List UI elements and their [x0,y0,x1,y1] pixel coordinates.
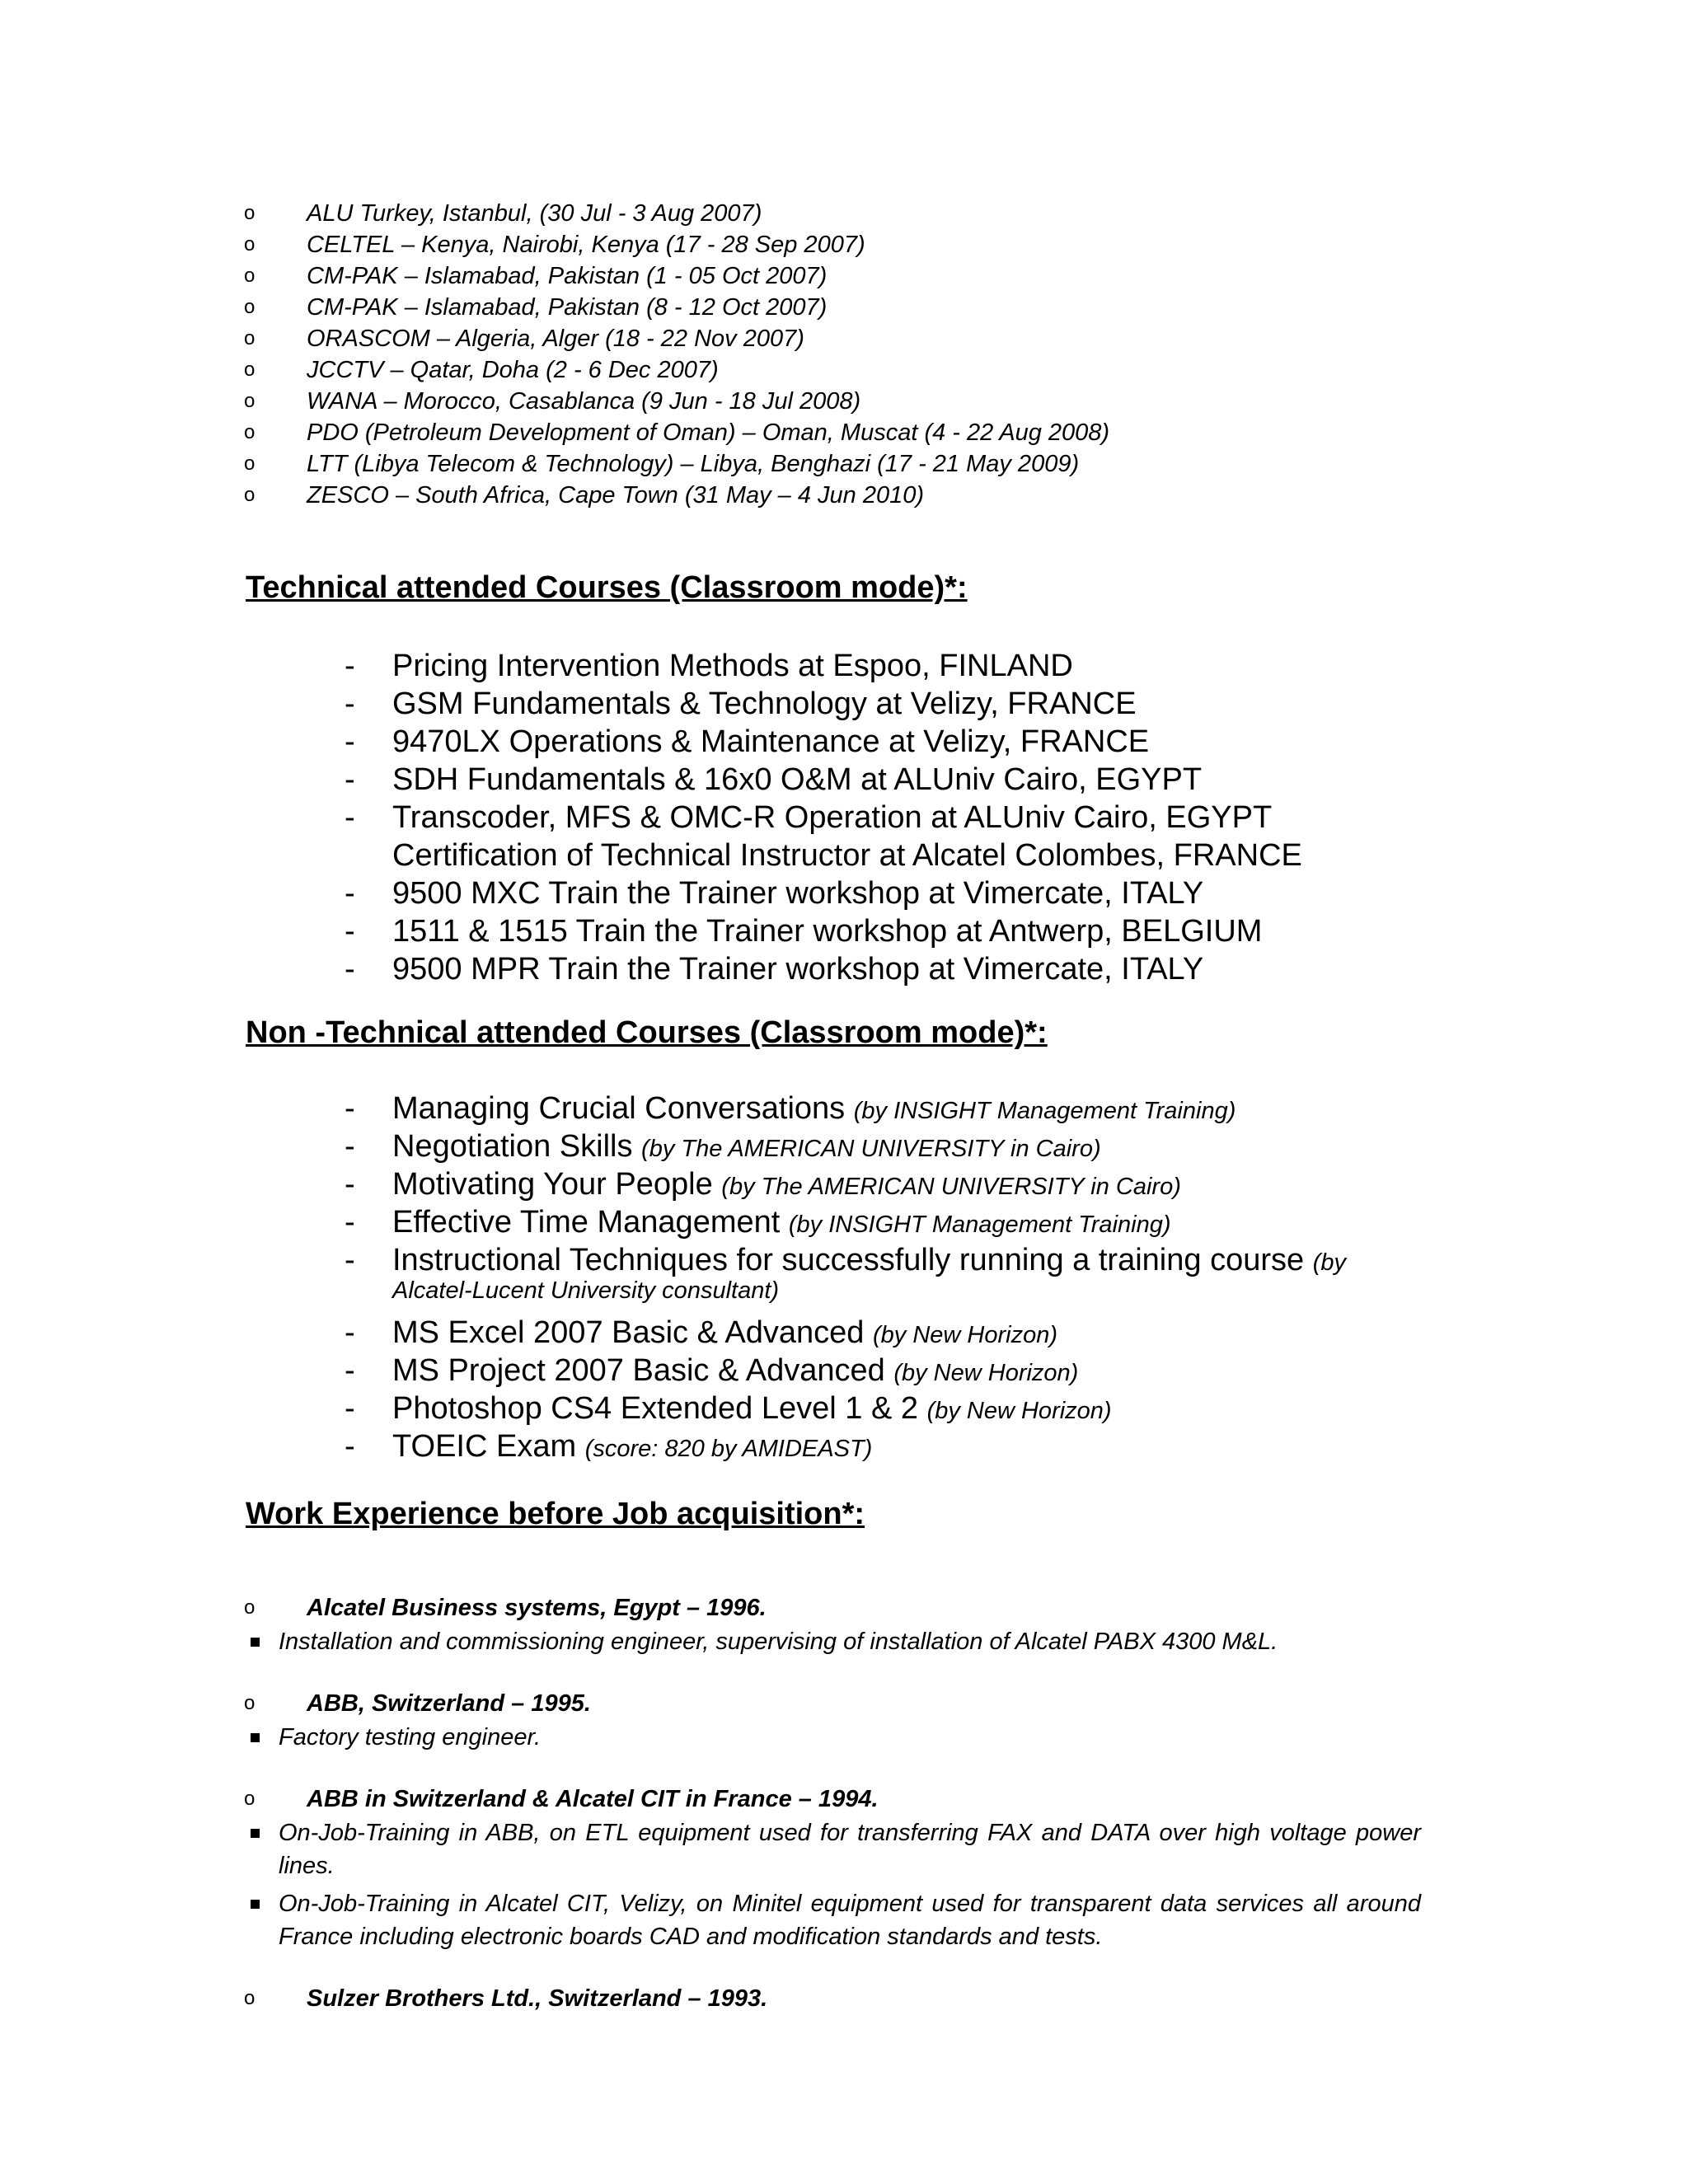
mission-item: o LTT (Libya Telecom & Technology) – Libya, Benghazi (17 - 21 May 2009) [244,448,1480,480]
dash-bullet-icon: - [345,1205,355,1240]
work-entry-title: o Sulzer Brothers Ltd., Switzerland – 1993. [244,1981,1439,2016]
course-item: - Pricing Intervention Methods at Espoo, FINLAND [345,649,1073,683]
mission-item: o WANA – Morocco, Casablanca (9 Jun - 18 Jul 2008) [244,386,1480,417]
work-entry-detail: Factory testing engineer. [244,1721,1421,1754]
mission-item: o ZESCO – South Africa, Cape Town (31 May – 4 Jun 2010) [244,480,1480,511]
course-item [345,1314,1449,1352]
course-item: Certification of Technical Instructor at Alcatel Colombes, FRANCE [392,838,1302,873]
work-entry [244,1591,1439,1658]
square-bullet-icon [251,1829,260,1838]
dash-bullet-icon: - [345,649,355,683]
circle-bullet-icon: o [244,296,256,318]
course-title: Managing Crucial Conversations [392,1091,846,1126]
dash-bullet-icon: - [345,687,355,721]
work-entry-title: o Alcatel Business systems, Egypt – 1996. [244,1591,1439,1625]
work-entry [244,1782,1439,1953]
circle-bullet-icon: o [244,202,256,224]
course-provider: (by INSIGHT Management Training) [853,1098,1236,1124]
circle-bullet-icon: o [244,421,256,443]
course-item [345,1165,1449,1203]
work-entry-detail: Installation and commissioning engineer, supervising of installation of Alcatel PABX 4300 M&L. [244,1625,1421,1658]
circle-bullet-icon: o [244,1692,256,1714]
circle-bullet-icon: o [244,327,256,349]
mission-item: o CM-PAK – Islamabad, Pakistan (8 - 12 Oct 2007) [244,292,1480,323]
circle-bullet-icon: o [244,1987,256,2009]
course-item: - SDH Fundamentals & 16x0 O&M at ALUniv Cairo, EGYPT [345,762,1203,797]
course-item: - 9470LX Operations & Maintenance at Velizy, FRANCE [345,724,1150,759]
course-item [345,1203,1449,1241]
technical-courses-list [345,647,1449,988]
non-technical-courses-heading: Non -Technical attended Courses (Classroom mode)*: [246,1015,1048,1050]
course-title: Negotiation Skills [392,1129,633,1164]
dash-bullet-icon: - [345,1391,355,1426]
work-entry [244,1686,1439,1754]
course-item [345,1427,1449,1465]
course-provider: (score: 820 by AMIDEAST) [584,1436,873,1462]
technical-courses-heading: Technical attended Courses (Classroom mode)*: [246,570,968,605]
mission-item: o ORASCOM – Algeria, Alger (18 - 22 Nov 2007) [244,323,1480,354]
work-entry-detail: On-Job-Training in ABB, on ETL equipment used for transferring FAX and DATA over high voltage power lines. [244,1816,1421,1882]
dash-bullet-icon: - [345,800,355,835]
course-item: - Transcoder, MFS & OMC-R Operation at ALUniv Cairo, EGYPT [345,800,1273,835]
dash-bullet-icon: - [345,1353,355,1388]
course-item [345,1241,1449,1314]
course-title: Photoshop CS4 Extended Level 1 & 2 [392,1391,919,1426]
mission-item: o JCCTV – Qatar, Doha (2 - 6 Dec 2007) [244,354,1480,386]
non-technical-courses-list [345,1090,1449,1465]
course-title: MS Project 2007 Basic & Advanced [392,1353,885,1388]
course-item: - 9500 MXC Train the Trainer workshop at Vimercate, ITALY [345,876,1204,911]
course-item: - GSM Fundamentals & Technology at Velizy, FRANCE [345,687,1137,721]
course-provider: (by New Horizon) [873,1322,1057,1348]
circle-bullet-icon: o [244,390,256,412]
course-title: TOEIC Exam [392,1429,577,1464]
course-item [345,1390,1449,1427]
course-item [345,1090,1449,1127]
dash-bullet-icon: - [345,1129,355,1164]
course-item [345,1127,1449,1165]
course-title: Effective Time Management [392,1205,781,1240]
work-entry-title: o ABB in Switzerland & Alcatel CIT in France – 1994. [244,1782,1439,1816]
circle-bullet-icon: o [244,484,256,506]
circle-bullet-icon: o [244,265,256,287]
dash-bullet-icon: - [345,914,355,949]
work-entry-detail: On-Job-Training in Alcatel CIT, Velizy, on Minitel equipment used for transparent data services all around France including electronic boards CAD and modification standards and tests. [244,1887,1421,1953]
circle-bullet-icon: o [244,233,256,255]
course-provider: (by The AMERICAN UNIVERSITY in Cairo) [641,1136,1101,1162]
dash-bullet-icon: - [345,724,355,759]
dash-bullet-icon: - [345,1243,355,1277]
mission-item: o PDO (Petroleum Development of Oman) – Oman, Muscat (4 - 22 Aug 2008) [244,417,1480,448]
missions-list [244,198,1480,511]
course-title: Instructional Techniques for successfully running a training course [392,1243,1305,1277]
dash-bullet-icon: - [345,1091,355,1126]
circle-bullet-icon: o [244,1788,256,1810]
work-entry-title: o ABB, Switzerland – 1995. [244,1686,1439,1721]
course-item: - 9500 MPR Train the Trainer workshop at Vimercate, ITALY [345,952,1204,987]
course-provider: (by New Horizon) [893,1360,1079,1386]
square-bullet-icon [251,1900,260,1909]
course-title: MS Excel 2007 Basic & Advanced [392,1315,865,1350]
square-bullet-icon [251,1733,260,1742]
course-provider: (by INSIGHT Management Training) [788,1212,1171,1238]
course-provider: (by The AMERICAN UNIVERSITY in Cairo) [721,1174,1181,1200]
mission-item: o ALU Turkey, Istanbul, (30 Jul - 3 Aug 2007) [244,198,1480,229]
course-item [345,1352,1449,1390]
course-provider: (by New Horizon) [926,1398,1112,1424]
work-experience-list [244,1591,1439,2044]
circle-bullet-icon: o [244,359,256,381]
dash-bullet-icon: - [345,952,355,987]
circle-bullet-icon: o [244,452,256,475]
dash-bullet-icon: - [345,876,355,911]
course-provider: (by [1312,1249,1346,1276]
dash-bullet-icon: - [345,1315,355,1350]
dash-bullet-icon: - [345,1429,355,1464]
course-title: Motivating Your People [392,1167,713,1202]
mission-item: o CELTEL – Kenya, Nairobi, Kenya (17 - 28 Sep 2007) [244,229,1480,260]
work-entry [244,1981,1439,2016]
square-bullet-icon [251,1638,260,1647]
dash-bullet-icon: - [345,1167,355,1202]
work-experience-heading: Work Experience before Job acquisition*: [246,1497,865,1531]
mission-item: o CM-PAK – Islamabad, Pakistan (1 - 05 Oct 2007) [244,260,1480,292]
circle-bullet-icon: o [244,1596,256,1619]
course-provider-continued: Alcatel-Lucent University consultant) [392,1277,780,1304]
course-item: - 1511 & 1515 Train the Trainer workshop at Antwerp, BELGIUM [345,914,1263,949]
dash-bullet-icon: - [345,762,355,797]
